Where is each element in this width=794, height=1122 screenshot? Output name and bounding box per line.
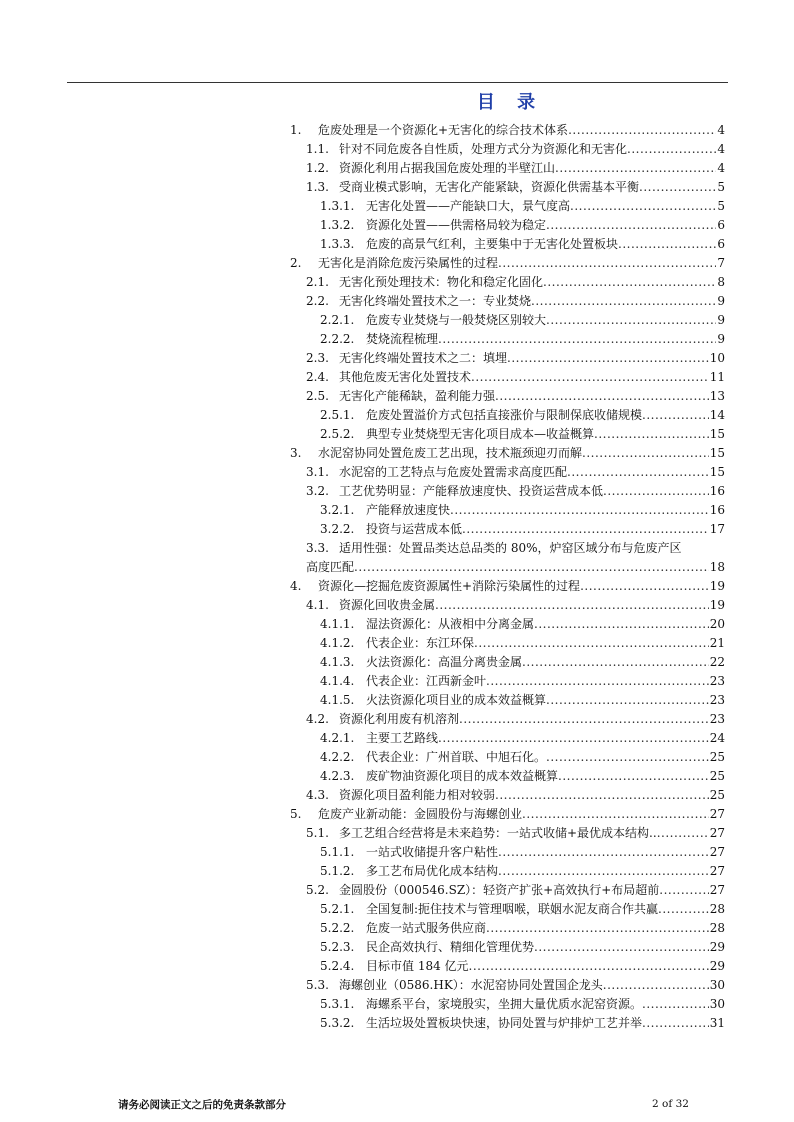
toc-entry-number: 3.2.2. — [320, 522, 355, 536]
toc-entry-title: 危废一站式服务供应商 — [366, 921, 487, 935]
toc-entry-title: 投资与运营成本低 — [366, 522, 463, 536]
toc-entry-number: 2.5.1. — [320, 408, 355, 422]
toc-leader-dots — [639, 178, 716, 197]
toc-entry-page: 14 — [709, 408, 725, 422]
toc-entry-title: 海螺系平台，家境殷实，坐拥大量优质水泥窑资源。 — [366, 997, 643, 1011]
toc-entry-number: 3.3. — [306, 541, 329, 555]
toc-entry[interactable] — [290, 824, 725, 843]
toc-leader-dots — [546, 216, 716, 235]
toc-entry[interactable] — [290, 444, 725, 463]
toc-entry-title: 水泥窑协同处置危废工艺出现，技术瓶颈迎刃而解 — [318, 446, 583, 460]
toc-entry-number: 2.4. — [306, 370, 329, 384]
toc-entry[interactable] — [290, 672, 725, 691]
toc-leader-dots — [471, 368, 709, 387]
toc-entry[interactable] — [290, 691, 725, 710]
toc-entry-number: 1.3. — [306, 180, 329, 194]
toc-entry-page: 5 — [717, 199, 725, 213]
toc-entry-title: 资源化处置——供需格局较为稳定 — [366, 218, 547, 232]
footer-disclaimer: 请务必阅读正文之后的免责条款部分 — [118, 1099, 286, 1111]
toc-entry-page: 6 — [717, 218, 725, 232]
toc-entry-page: 5 — [717, 180, 725, 194]
toc-entry[interactable] — [290, 539, 725, 558]
toc-leader-dots — [534, 615, 709, 634]
toc-entry[interactable] — [290, 254, 725, 273]
toc-leader-dots — [507, 349, 709, 368]
toc-entry-number: 4.1.1. — [320, 617, 355, 631]
toc-entry[interactable] — [290, 577, 725, 596]
toc-entry-number: 4.2.3. — [320, 769, 355, 783]
toc-entry[interactable] — [290, 216, 725, 235]
toc-entry[interactable] — [290, 957, 725, 976]
toc-entry-page: 9 — [717, 332, 725, 346]
toc-entry[interactable] — [290, 786, 725, 805]
toc-entry-page: 27 — [709, 845, 725, 859]
toc-entry-number: 2.5. — [306, 389, 329, 403]
toc-entry-number: 2.2. — [306, 294, 329, 308]
toc-entry-number: 2.3. — [306, 351, 329, 365]
toc-leader-dots — [495, 387, 709, 406]
toc-entry[interactable] — [290, 425, 725, 444]
toc-entry-page: 25 — [709, 750, 725, 764]
toc-leader-dots — [580, 577, 709, 596]
toc-entry-title: 工艺优势明显：产能释放速度快、投资运营成本低 — [339, 484, 604, 498]
toc-entry-number: 3.2. — [306, 484, 329, 498]
toc-entry-title: 资源化回收贵金属 — [339, 598, 436, 612]
toc-entry-title: 代表企业：江西新金叶 — [366, 674, 487, 688]
toc-leader-dots — [462, 520, 709, 539]
toc-entry-number: 4.2. — [306, 712, 329, 726]
toc-entry[interactable] — [290, 520, 725, 539]
toc-entry-page: 6 — [717, 237, 725, 251]
toc-entry-page: 21 — [709, 636, 725, 650]
toc-entry-number: 4.3. — [306, 788, 329, 802]
toc-entry-page: 15 — [709, 465, 725, 479]
toc-entry-page: 20 — [709, 617, 725, 631]
toc-entry-title: 资源化利用废有机溶剂 — [339, 712, 460, 726]
header-rule — [67, 82, 728, 83]
toc-entry-number: 2.1. — [306, 275, 329, 289]
toc-leader-dots — [450, 501, 709, 520]
toc-leader-dots — [354, 558, 709, 577]
toc-leader-dots — [486, 672, 709, 691]
toc-entry-title: 无害化终端处置技术之一：专业焚烧 — [339, 294, 532, 308]
toc-leader-dots — [582, 444, 709, 463]
toc-entry-page: 27 — [709, 883, 725, 897]
toc-entry-number: 3.2.1. — [320, 503, 355, 517]
toc-entry[interactable] — [290, 1014, 725, 1033]
toc-entry-number: 3. — [290, 446, 302, 460]
toc-entry[interactable] — [290, 995, 725, 1014]
toc-entry-number: 5.3.2. — [320, 1016, 355, 1030]
toc-entry-page: 23 — [709, 674, 725, 688]
toc-entry-page: 29 — [709, 959, 725, 973]
toc-entry-title: 生活垃圾处置板块快速，协同处置与炉排炉工艺并举 — [366, 1016, 643, 1030]
toc-entry[interactable] — [290, 881, 725, 900]
toc-entry-page: 27 — [709, 826, 725, 840]
toc-entry-title: 民企高效执行、精细化管理优势 — [366, 940, 535, 954]
toc-entry-number: 1.3.1. — [320, 199, 355, 213]
toc-entry[interactable] — [290, 900, 725, 919]
toc-entry-page: 15 — [709, 427, 725, 441]
toc-leader-dots — [459, 710, 709, 729]
toc-entry-page: 16 — [709, 503, 725, 517]
toc-leader-dots — [546, 691, 709, 710]
toc-entry-number: 2.2.2. — [320, 332, 355, 346]
toc-entry-title: 危废专业焚烧与一般焚烧区别较大 — [366, 313, 547, 327]
toc-leader-dots — [495, 786, 709, 805]
toc-entry-page: 8 — [717, 275, 725, 289]
toc-entry-title: 焚烧流程梳理 — [366, 332, 439, 346]
toc-entry-title: 全国复制:扼住技术与管理咽喉，联姻水泥友商合作共赢 — [366, 902, 659, 916]
toc-entry-page: 19 — [709, 598, 725, 612]
toc-entry-number: 1.1. — [306, 142, 329, 156]
toc-entry-number: 4.1.5. — [320, 693, 355, 707]
toc-entry-page: 7 — [717, 256, 725, 270]
toc-entry[interactable] — [290, 862, 725, 881]
toc-entry[interactable] — [290, 634, 725, 653]
toc-entry-title: 多工艺布局优化成本结构 — [366, 864, 499, 878]
toc-entry-page: 4 — [717, 123, 725, 137]
footer-page-indicator: 2 of 32 — [652, 1098, 689, 1110]
toc-leader-dots — [486, 919, 709, 938]
toc-entry-page: 30 — [709, 997, 725, 1011]
toc-entry-page: 4 — [717, 161, 725, 175]
toc-entry-number: 2.5.2. — [320, 427, 355, 441]
toc-title: 目 录 — [476, 92, 544, 113]
toc-entry-number: 5. — [290, 807, 302, 821]
toc-entry[interactable] — [290, 767, 725, 786]
toc-entry-number: 5.2. — [306, 883, 329, 897]
toc-entry[interactable] — [290, 938, 725, 957]
toc-leader-dots — [627, 140, 716, 159]
toc-entry-page: 17 — [709, 522, 725, 536]
toc-entry-page: 23 — [709, 712, 725, 726]
toc-leader-dots — [435, 596, 709, 615]
toc-entry[interactable] — [290, 330, 725, 349]
toc-entry[interactable] — [290, 178, 725, 197]
toc-entry[interactable] — [290, 501, 725, 520]
toc-entry[interactable] — [290, 387, 725, 406]
toc-entry[interactable] — [290, 121, 725, 140]
toc-leader-dots — [570, 197, 716, 216]
toc-leader-dots — [568, 121, 716, 140]
toc-entry[interactable] — [290, 919, 725, 938]
toc-entry-page: 27 — [709, 807, 725, 821]
toc-entry-title: 适用性强：处置品类达总品类的 80%，炉窑区域分布与危废产区 — [339, 541, 682, 555]
toc-entry-page: 31 — [709, 1016, 725, 1030]
toc-entry[interactable] — [290, 596, 725, 615]
toc-entry[interactable] — [290, 729, 725, 748]
toc-entry-number: 2.2.1. — [320, 313, 355, 327]
toc-entry-page: 27 — [709, 864, 725, 878]
toc-leader-dots — [522, 653, 709, 672]
toc-leader-dots — [603, 976, 709, 995]
toc-entry-number: 5.1.1. — [320, 845, 355, 859]
table-of-contents — [290, 121, 725, 1033]
toc-entry-title: 一站式收储提升客户粘性 — [366, 845, 499, 859]
toc-leader-dots — [558, 767, 709, 786]
toc-entry-title: 无害化处置——产能缺口大，景气度高 — [366, 199, 571, 213]
toc-entry-title: 主要工艺路线 — [366, 731, 439, 745]
toc-entry[interactable] — [290, 482, 725, 501]
toc-entry-title: 火法资源化：高温分离贵金属 — [366, 655, 523, 669]
toc-entry-number: 5.3. — [306, 978, 329, 992]
toc-entry-page: 15 — [709, 446, 725, 460]
toc-entry-page: 9 — [717, 294, 725, 308]
toc-entry-title: 火法资源化项目业的成本效益概算 — [366, 693, 547, 707]
toc-leader-dots — [543, 273, 716, 292]
toc-entry[interactable] — [290, 843, 725, 862]
toc-entry[interactable] — [290, 235, 725, 254]
toc-leader-dots — [555, 159, 716, 178]
toc-entry[interactable] — [290, 653, 725, 672]
toc-entry[interactable] — [290, 615, 725, 634]
toc-leader-dots — [642, 1014, 709, 1033]
toc-entry-page: 11 — [709, 370, 725, 384]
toc-entry-title: 代表企业：东江环保 — [366, 636, 475, 650]
toc-entry-page: 9 — [717, 313, 725, 327]
toc-leader-dots — [657, 824, 709, 843]
toc-entry-page: 19 — [709, 579, 725, 593]
toc-entry-title: 废矿物油资源化项目的成本效益概算 — [366, 769, 559, 783]
toc-entry-page: 24 — [709, 731, 725, 745]
toc-entry-title-cont: 高度匹配 — [306, 560, 355, 574]
toc-entry[interactable] — [290, 140, 725, 159]
toc-leader-dots — [642, 995, 709, 1014]
toc-entry-title: 其他危废无害化处置技术 — [339, 370, 472, 384]
toc-entry-title: 无害化产能稀缺，盈利能力强 — [339, 389, 496, 403]
toc-entry-number: 5.2.2. — [320, 921, 355, 935]
toc-entry[interactable] — [290, 292, 725, 311]
toc-leader-dots — [474, 634, 709, 653]
toc-entry[interactable] — [290, 710, 725, 729]
toc-entry-title: 海螺创业（0586.HK）：水泥窑协同处置国企龙头 — [339, 978, 603, 992]
toc-entry-title: 危废处置溢价方式包括直接涨价与限制保底收储规模 — [366, 408, 643, 422]
toc-entry-title: 金圆股份（000546.SZ）：轻资产扩张+高效执行+布局超前 — [339, 883, 660, 897]
toc-entry-number: 4.2.2. — [320, 750, 355, 764]
toc-entry-number: 4.1.3. — [320, 655, 355, 669]
toc-entry-number: 1.3.3. — [320, 237, 355, 251]
toc-entry-page: 25 — [709, 769, 725, 783]
toc-entry-page: 30 — [709, 978, 725, 992]
toc-entry[interactable] — [290, 273, 725, 292]
toc-entry-page: 4 — [717, 142, 725, 156]
toc-entry[interactable] — [290, 748, 725, 767]
toc-entry-title: 危废的高景气红利，主要集中于无害化处置板块 — [366, 237, 619, 251]
toc-entry-title: 湿法资源化：从液相中分离金属 — [366, 617, 535, 631]
toc-entry-number: 5.2.1. — [320, 902, 355, 916]
toc-entry[interactable] — [290, 805, 725, 824]
toc-leader-dots — [546, 748, 709, 767]
toc-entry-number: 4.1. — [306, 598, 329, 612]
toc-entry-number: 1. — [290, 123, 302, 137]
toc-entry-page: 22 — [709, 655, 725, 669]
toc-entry[interactable] — [290, 159, 725, 178]
toc-leader-dots — [567, 463, 709, 482]
toc-leader-dots — [531, 292, 716, 311]
toc-entry-title: 无害化是消除危废污染属性的过程 — [318, 256, 499, 270]
toc-entry-title: 针对不同危废各自性质，处理方式分为资源化和无害化 — [339, 142, 628, 156]
toc-entry[interactable] — [290, 349, 725, 368]
toc-entry-title: 多工艺组合经营将是未来趋势：一站式收储+最优成本结构.. — [339, 826, 657, 840]
toc-entry-number: 4.1.4. — [320, 674, 355, 688]
toc-leader-dots — [658, 900, 709, 919]
toc-entry-page: 16 — [709, 484, 725, 498]
toc-entry-number: 4. — [290, 579, 302, 593]
toc-entry-number: 5.2.4. — [320, 959, 355, 973]
toc-entry-title: 代表企业：广州首联、中旭石化。 — [366, 750, 547, 764]
toc-entry-page: 23 — [709, 693, 725, 707]
toc-entry-title: 典型专业焚烧型无害化项目成本—收益概算 — [366, 427, 595, 441]
toc-entry-page: 18 — [709, 560, 725, 574]
toc-entry-number: 4.1.2. — [320, 636, 355, 650]
toc-entry[interactable] — [290, 368, 725, 387]
toc-entry-title: 无害化终端处置技术之二：填埋 — [339, 351, 508, 365]
toc-leader-dots — [546, 311, 716, 330]
toc-entry-title: 受商业模式影响，无害化产能紧缺，资源化供需基本平衡 — [339, 180, 640, 194]
toc-entry-number: 5.3.1. — [320, 997, 355, 1011]
toc-leader-dots — [498, 843, 709, 862]
toc-leader-dots — [438, 330, 716, 349]
toc-entry-number: 5.1. — [306, 826, 329, 840]
toc-entry-number: 5.1.2. — [320, 864, 355, 878]
toc-entry-title: 资源化利用占据我国危废处理的半壁江山 — [339, 161, 556, 175]
toc-leader-dots — [594, 425, 709, 444]
toc-leader-dots — [438, 729, 709, 748]
toc-entry-number: 3.1. — [306, 465, 329, 479]
toc-entry-number: 2. — [290, 256, 302, 270]
toc-entry[interactable] — [290, 197, 725, 216]
toc-entry-number: 1.2. — [306, 161, 329, 175]
toc-entry-page: 28 — [709, 902, 725, 916]
toc-entry-page: 13 — [709, 389, 725, 403]
toc-entry-number: 5.2.3. — [320, 940, 355, 954]
toc-leader-dots — [618, 235, 716, 254]
toc-entry[interactable] — [290, 311, 725, 330]
toc-entry-title: 无害化预处理技术：物化和稳定化固化 — [339, 275, 544, 289]
toc-entry-title: 目标市值 184 亿元 — [366, 959, 469, 973]
toc-entry-title: 危废处理是一个资源化+无害化的综合技术体系 — [318, 123, 569, 137]
toc-entry-number: 4.2.1. — [320, 731, 355, 745]
toc-entry-title: 水泥窑的工艺特点与危废处置需求高度匹配 — [339, 465, 568, 479]
toc-entry-title: 资源化项目盈利能力相对较弱 — [339, 788, 496, 802]
toc-entry-number: 1.3.2. — [320, 218, 355, 232]
toc-entry-title: 危废产业新动能：金圆股份与海螺创业 — [318, 807, 523, 821]
toc-entry-page: 10 — [709, 351, 725, 365]
toc-leader-dots — [642, 406, 709, 425]
toc-leader-dots — [659, 881, 708, 900]
toc-leader-dots — [498, 254, 716, 273]
toc-leader-dots — [534, 938, 709, 957]
toc-leader-dots — [498, 862, 709, 881]
toc-entry-page: 25 — [709, 788, 725, 802]
toc-entry-title: 资源化—挖掘危废资源属性+消除污染属性的过程 — [318, 579, 581, 593]
toc-leader-dots — [522, 805, 709, 824]
toc-entry[interactable] — [290, 463, 725, 482]
toc-entry-page: 29 — [709, 940, 725, 954]
toc-entry[interactable] — [290, 976, 725, 995]
toc-leader-dots — [469, 957, 709, 976]
toc-entry-continuation[interactable] — [290, 558, 725, 577]
toc-entry[interactable] — [290, 406, 725, 425]
toc-leader-dots — [603, 482, 709, 501]
toc-entry-page: 28 — [709, 921, 725, 935]
toc-entry-title: 产能释放速度快 — [366, 503, 451, 517]
